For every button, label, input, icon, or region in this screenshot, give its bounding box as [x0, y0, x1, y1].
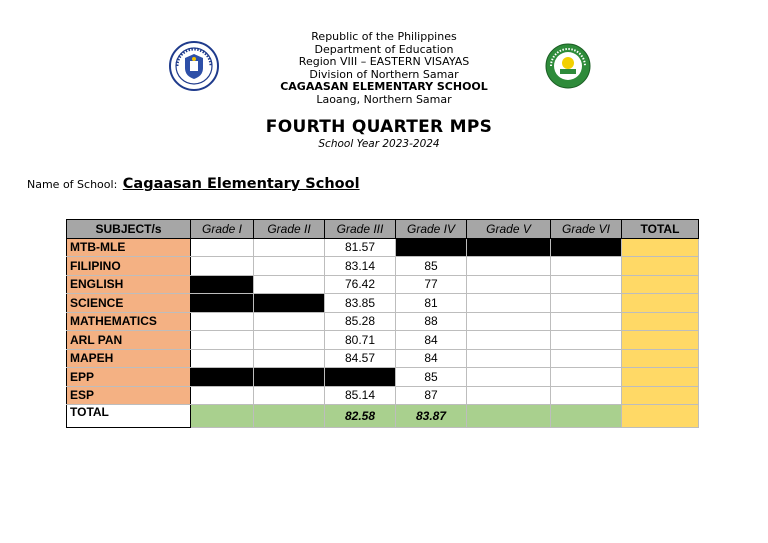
- grade-cell: [467, 294, 551, 313]
- grade-cell: [467, 405, 551, 428]
- grade-cell: 85.14: [325, 386, 396, 405]
- table-row: [67, 349, 699, 368]
- grade-cell: [551, 312, 622, 331]
- table-row: [67, 312, 699, 331]
- grade-cell: [254, 405, 325, 428]
- header-line-4: Division of Northern Samar: [309, 67, 459, 81]
- grade-cell: [191, 238, 254, 257]
- grade-cell: [467, 386, 551, 405]
- blocked-cell: [467, 238, 551, 257]
- grade-cell: 85: [396, 368, 467, 387]
- column-header: TOTAL: [622, 220, 699, 239]
- header-school: CAGAASAN ELEMENTARY SCHOOL: [280, 80, 488, 94]
- blocked-cell: [191, 275, 254, 294]
- blocked-cell: [254, 368, 325, 387]
- subject-cell: ESP: [67, 386, 191, 405]
- grade-cell: [551, 349, 622, 368]
- column-header: SUBJECT/s: [67, 220, 191, 239]
- grade-cell: [254, 257, 325, 276]
- grade-cell: [191, 331, 254, 350]
- header-line-3: Region VIII – EASTERN VISAYAS: [298, 55, 470, 69]
- column-header: Grade IV: [396, 220, 467, 239]
- grade-cell: 85: [396, 257, 467, 276]
- subject-cell: MATHEMATICS: [67, 312, 191, 331]
- grade-cell: 81.57: [325, 238, 396, 257]
- table-row: [67, 275, 699, 294]
- school-value: Cagaasan Elementary School: [122, 176, 360, 192]
- blocked-cell: [191, 368, 254, 387]
- mps-table: [66, 219, 699, 428]
- grade-cell: [467, 275, 551, 294]
- column-header: Grade I: [191, 220, 254, 239]
- total-cell: [622, 349, 699, 368]
- grade-cell: [254, 331, 325, 350]
- grade-cell: 88: [396, 312, 467, 331]
- grade-cell: 83.14: [325, 257, 396, 276]
- blocked-cell: [551, 238, 622, 257]
- grade-cell: [191, 405, 254, 428]
- table-row: [67, 294, 699, 313]
- blocked-cell: [325, 368, 396, 387]
- total-cell: [622, 368, 699, 387]
- column-header: Grade II: [254, 220, 325, 239]
- header-line-1: Republic of the Philippines: [311, 30, 457, 43]
- page-title: FOURTH QUARTER MPS: [265, 117, 493, 137]
- total-cell: [622, 405, 699, 428]
- subject-cell: TOTAL: [67, 405, 191, 428]
- blocked-cell: [254, 294, 325, 313]
- grade-cell: [551, 275, 622, 294]
- subject-cell: SCIENCE: [67, 294, 191, 313]
- grade-cell: [467, 331, 551, 350]
- grade-cell: 76.42: [325, 275, 396, 294]
- grade-cell: 84: [396, 331, 467, 350]
- column-header: Grade VI: [551, 220, 622, 239]
- grade-cell: [551, 257, 622, 276]
- table-row: [67, 386, 699, 405]
- total-cell: [622, 331, 699, 350]
- grade-cell: [191, 257, 254, 276]
- total-cell: [622, 312, 699, 331]
- grade-cell: 80.71: [325, 331, 396, 350]
- total-row: [67, 405, 699, 428]
- grade-cell: [254, 349, 325, 368]
- subject-cell: MTB-MLE: [67, 238, 191, 257]
- school-seal-icon: [545, 43, 591, 89]
- blocked-cell: [396, 238, 467, 257]
- subject-cell: MAPEH: [67, 349, 191, 368]
- grade-cell: 84.57: [325, 349, 396, 368]
- total-cell: [622, 386, 699, 405]
- subject-cell: ARL PAN: [67, 331, 191, 350]
- total-cell: [622, 275, 699, 294]
- header-line-2: Department of Education: [314, 42, 454, 56]
- grade-cell: 84: [396, 349, 467, 368]
- grade-cell: 85.28: [325, 312, 396, 331]
- grade-cell: [551, 294, 622, 313]
- column-header: Grade V: [467, 220, 551, 239]
- header-location: Laoang, Northern Samar: [316, 92, 452, 106]
- subject-cell: FILIPINO: [67, 257, 191, 276]
- total-cell: [622, 238, 699, 257]
- grade-cell: [551, 368, 622, 387]
- grade-cell: [191, 312, 254, 331]
- grade-cell: [467, 368, 551, 387]
- school-year: School Year 2023-2024: [318, 138, 440, 150]
- letterhead: [0, 31, 768, 107]
- school-label: Name of School:: [27, 178, 118, 191]
- grade-cell: 77: [396, 275, 467, 294]
- grade-cell: [551, 405, 622, 428]
- blocked-cell: [191, 294, 254, 313]
- grade-cell: [467, 312, 551, 331]
- grade-cell: [551, 331, 622, 350]
- grade-cell: [191, 386, 254, 405]
- subject-cell: EPP: [67, 368, 191, 387]
- grade-cell: [254, 312, 325, 331]
- table-row: [67, 331, 699, 350]
- column-header: Grade III: [325, 220, 396, 239]
- table-row: [67, 238, 699, 257]
- grade-cell: 87: [396, 386, 467, 405]
- table-row: [67, 368, 699, 387]
- grade-cell: [254, 386, 325, 405]
- grade-cell: [191, 349, 254, 368]
- grade-cell: [467, 349, 551, 368]
- total-cell: [622, 257, 699, 276]
- school-name-line: [27, 176, 360, 192]
- grade-cell: [467, 257, 551, 276]
- grade-cell: [254, 275, 325, 294]
- grade-cell: [254, 238, 325, 257]
- grade-cell: 82.58: [325, 405, 396, 428]
- grade-cell: 81: [396, 294, 467, 313]
- total-cell: [622, 294, 699, 313]
- grade-cell: [551, 386, 622, 405]
- subject-cell: ENGLISH: [67, 275, 191, 294]
- grade-cell: 83.87: [396, 405, 467, 428]
- table-row: [67, 257, 699, 276]
- grade-cell: 83.85: [325, 294, 396, 313]
